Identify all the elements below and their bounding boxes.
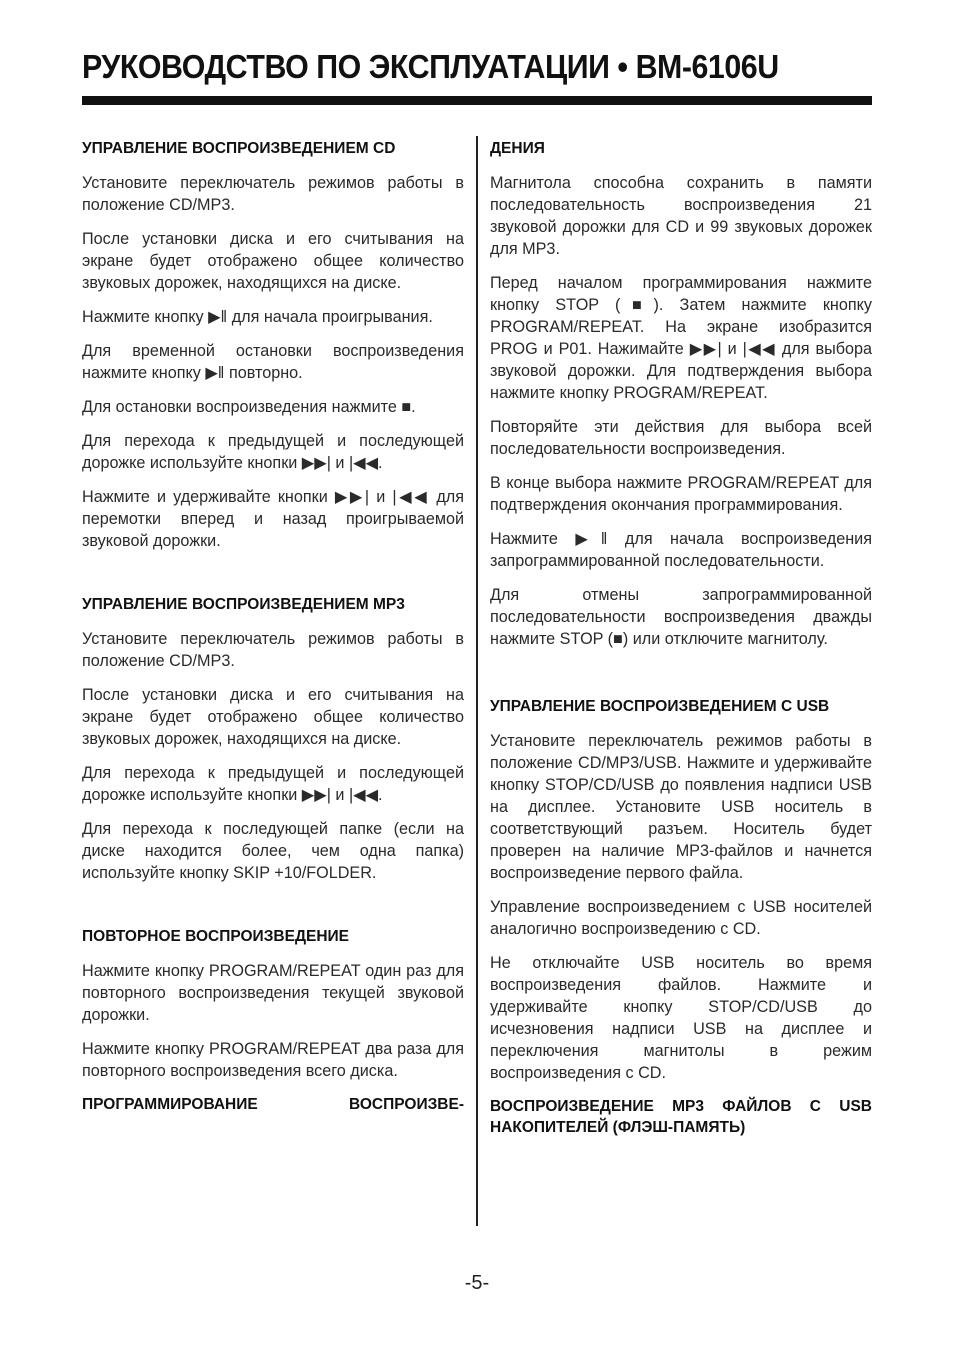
section-gap — [490, 662, 872, 696]
title-rule — [82, 96, 872, 105]
cd-paragraph-6: Для перехода к предыдущей и последующей дорожке используйте кнопки ▶▶| и |◀◀. — [82, 432, 464, 472]
programming-heading-part2: ДЕНИЯ — [490, 140, 545, 157]
usb-paragraph-2: Управление воспроизведением с USB носителей аналогично воспроизведению с CD. — [490, 898, 872, 938]
cd-paragraph-2: После установки диска и его считывания на экране будет отображено общее количество звуковых дорожек, находящихся на диске. — [82, 230, 464, 292]
left-column — [82, 138, 464, 1128]
right-column — [490, 138, 872, 1151]
cd-paragraph-1: Установите переключатель режимов работы в положение CD/MP3. — [82, 174, 464, 214]
section-gap — [82, 564, 464, 594]
usb-paragraph-1: Установите переключатель режимов работы в положение CD/MP3/USB. Нажмите и удерживайте кнопку STOP/CD/USB до появления надписи USB на дисплее. Установите USB носитель в соответствующий разъем. Носитель будет проверен на наличие MP3-файлов и начнется воспроизведение первого файла. — [490, 732, 872, 882]
flash-heading: ВОСПРОИЗВЕДЕНИЕ MP3 ФАЙЛОВ С USB НАКОПИТЕЛЕЙ (ФЛЭШ-ПАМЯТЬ) — [490, 1098, 872, 1136]
mp3-heading: УПРАВЛЕНИЕ ВОСПРОИЗВЕДЕНИЕМ MP3 — [82, 596, 405, 613]
repeat-paragraph-2: Нажмите кнопку PROGRAM/REPEAT два раза для повторного воспроизведения всего диска. — [82, 1040, 464, 1080]
programming-paragraph-5: Нажмите ▶‖ для начала воспроизведения запрограммированной последовательности. — [490, 530, 872, 570]
programming-paragraph-6: Для отмены запрограммированной последовательности воспроизведения дважды нажмите STOP (■) или отключите магнитолу. — [490, 586, 872, 648]
cd-paragraph-4: Для временной остановки воспроизведения нажмите кнопку ▶‖ повторно. — [82, 342, 464, 382]
programming-paragraph-3: Повторяйте эти действия для выбора всей последовательности воспроизведения. — [490, 418, 872, 458]
programming-paragraph-4: В конце выбора нажмите PROGRAM/REPEAT для подтверждения окончания программирования. — [490, 474, 872, 514]
repeat-heading: ПОВТОРНОЕ ВОСПРОИЗВЕДЕНИЕ — [82, 928, 349, 945]
mp3-paragraph-1: Установите переключатель режимов работы в положение CD/MP3. — [82, 630, 464, 670]
usb-heading: УПРАВЛЕНИЕ ВОСПРОИЗВЕДЕНИЕМ С USB — [490, 698, 830, 715]
cd-paragraph-3: Нажмите кнопку ▶‖ для начала проигрывания. — [82, 308, 433, 326]
column-divider — [476, 136, 478, 1226]
repeat-paragraph-1: Нажмите кнопку PROGRAM/REPEAT один раз для повторного воспроизведения текущей звуковой дорожки. — [82, 962, 464, 1024]
programming-paragraph-1: Магнитола способна сохранить в памяти последовательность воспроизведения 21 звуковой дорожки для CD и 99 звуковых дорожек для MP3. — [490, 174, 872, 258]
usb-paragraph-3: Не отключайте USB носитель во время воспроизведения файлов. Нажмите и удерживайте кнопку STOP/CD/USB до исчезновения надписи USB на дисплее и переключения магнитолы в режим воспроизведения с CD. — [490, 954, 872, 1082]
mp3-paragraph-2: После установки диска и его считывания на экране будет отображено общее количество звуковых дорожек, находящихся на диске. — [82, 686, 464, 748]
mp3-paragraph-3: Для перехода к предыдущей и последующей дорожке используйте кнопки ▶▶| и |◀◀. — [82, 764, 464, 804]
programming-heading-part1: ПРОГРАММИРОВАНИЕ ВОСПРОИЗВЕ- — [82, 1096, 464, 1113]
page-title: РУКОВОДСТВО ПО ЭКСПЛУАТАЦИИ • BM-6106U — [82, 48, 779, 85]
cd-heading: УПРАВЛЕНИЕ ВОСПРОИЗВЕДЕНИЕМ CD — [82, 140, 396, 157]
cd-paragraph-5: Для остановки воспроизведения нажмите ■. — [82, 398, 416, 416]
section-gap — [82, 896, 464, 926]
mp3-paragraph-4: Для перехода к последующей папке (если на диске находится более, чем одна папка) используйте кнопку SKIP +10/FOLDER. — [82, 820, 464, 882]
programming-paragraph-2: Перед началом программирования нажмите кнопку STOP (■). Затем нажмите кнопку PROGRAM/REPEAT. На экране изобразится PROG и P01. Нажимайте ▶▶| и |◀◀ для выбора звуковой дорожки. Для подтверждения выбора нажмите кнопку PROGRAM/REPEAT. — [490, 274, 872, 402]
cd-paragraph-7: Нажмите и удерживайте кнопки ▶▶| и |◀◀ для перемотки вперед и назад проигрываемой звуковой дорожки. — [82, 488, 464, 550]
page-number: -5- — [464, 1272, 490, 1294]
